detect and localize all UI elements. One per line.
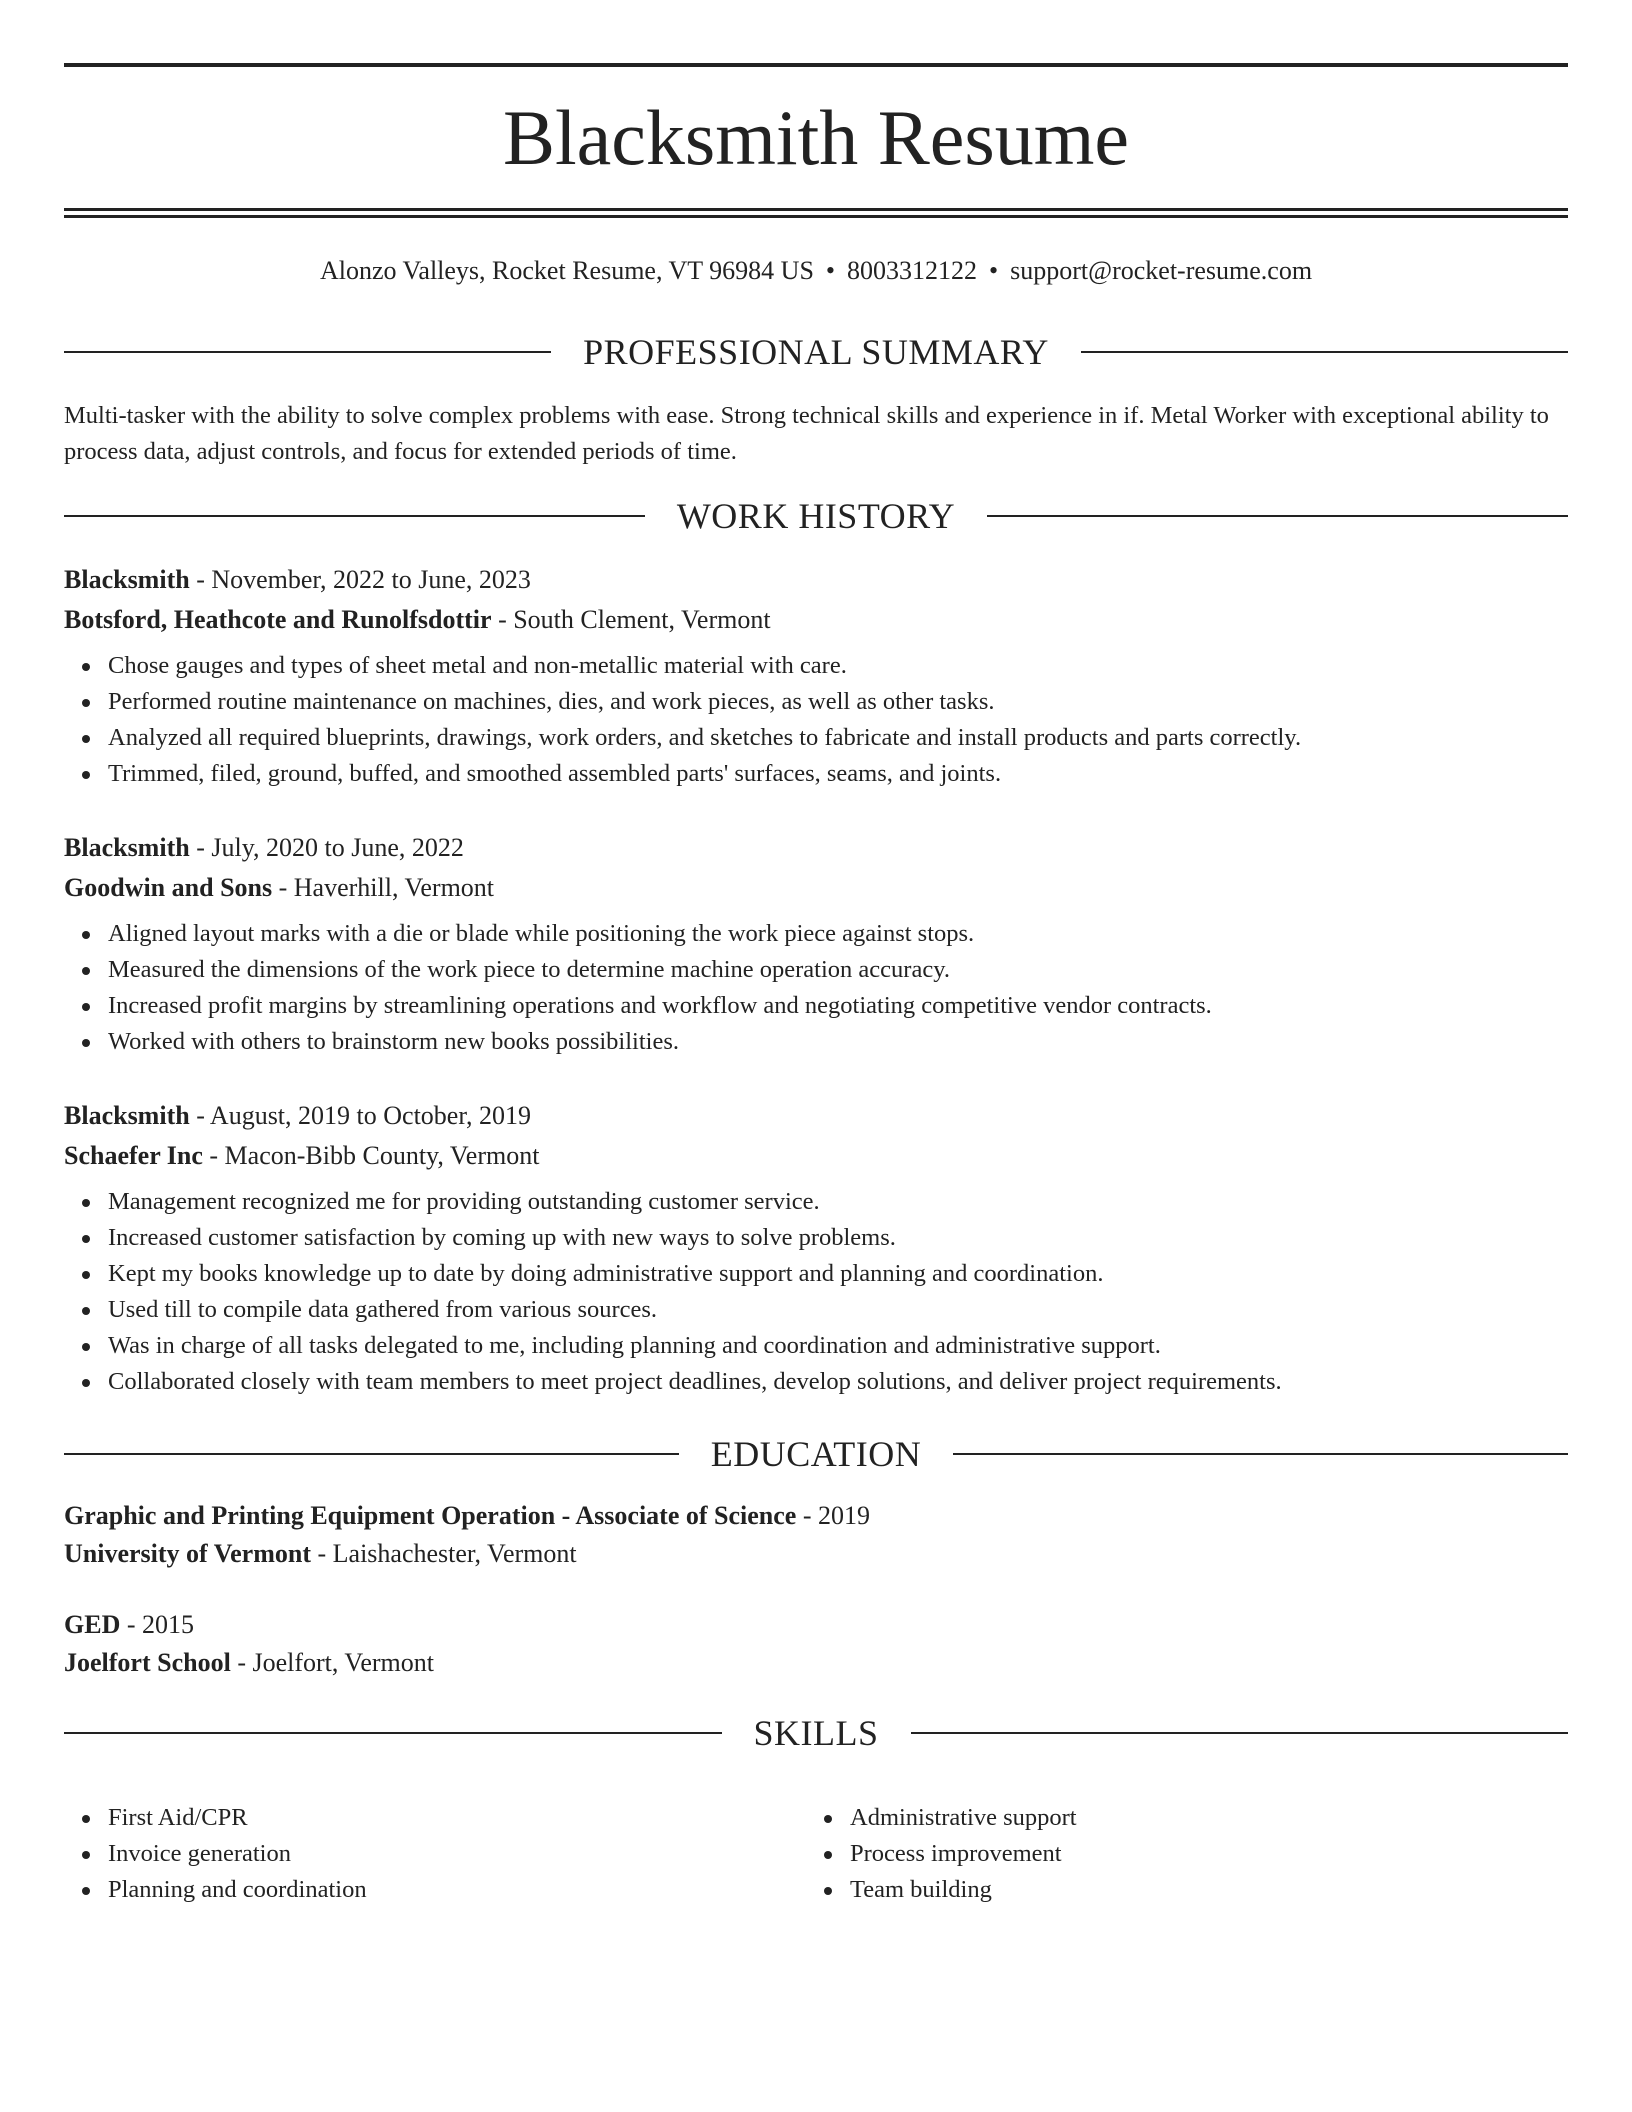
job-bullet: Performed routine maintenance on machines, dies, and work pieces, as well as other tasks. <box>108 684 1568 720</box>
job-title: Blacksmith <box>64 1101 190 1130</box>
job-company-line <box>64 600 1568 640</box>
section-title-education: EDUCATION <box>710 1434 922 1474</box>
job-bullet: Trimmed, filed, ground, buffed, and smoothed assembled parts' surfaces, seams, and joints. <box>108 756 1568 792</box>
job-bullet: Increased customer satisfaction by coming up with new ways to solve problems. <box>108 1220 1568 1256</box>
job-company: Botsford, Heathcote and Runolfsdottir <box>64 605 492 634</box>
job-dates: - July, 2020 to June, 2022 <box>189 833 464 862</box>
education-school: Joelfort School <box>64 1648 231 1677</box>
section-rule-right <box>953 1453 1568 1455</box>
education-degree: GED <box>64 1610 121 1639</box>
education-entry <box>64 1606 1568 1682</box>
job-bullet: Analyzed all required blueprints, drawings, work orders, and sketches to fabricate and install products and parts correctly. <box>108 720 1568 756</box>
section-rule-left <box>64 1732 722 1734</box>
section-rule-right <box>911 1732 1569 1734</box>
job-bullet: Chose gauges and types of sheet metal and non-metallic material with care. <box>108 648 1568 684</box>
job-entry <box>64 828 1568 1060</box>
education-year: - 2015 <box>120 1610 195 1639</box>
job-bullet: Management recognized me for providing outstanding customer service. <box>108 1184 1568 1220</box>
education-location: - Joelfort, Vermont <box>230 1648 434 1677</box>
section-rule-left <box>64 515 645 517</box>
job-bullets <box>64 648 1568 792</box>
skills-column-right <box>806 1800 1550 1908</box>
job-title-line <box>64 1096 1568 1136</box>
section-title-summary: PROFESSIONAL SUMMARY <box>583 332 1049 372</box>
job-bullet: Measured the dimensions of the work piece to determine machine operation accuracy. <box>108 952 1568 988</box>
contact-separator: • <box>825 256 836 285</box>
job-entry <box>64 560 1568 792</box>
job-location: - South Clement, Vermont <box>491 605 771 634</box>
skill-item: Planning and coordination <box>108 1872 808 1908</box>
job-bullets <box>64 1184 1568 1400</box>
section-header-education <box>64 1432 1568 1476</box>
education-degree-line <box>64 1606 1568 1644</box>
section-header-work <box>64 494 1568 538</box>
skill-item: Process improvement <box>850 1836 1550 1872</box>
job-title: Blacksmith <box>64 565 190 594</box>
job-location: - Macon-Bibb County, Vermont <box>202 1141 540 1170</box>
contact-separator: • <box>989 256 999 285</box>
skill-item: Invoice generation <box>108 1836 808 1872</box>
skill-item: Team building <box>850 1872 1550 1908</box>
title-rule-lower <box>64 215 1568 218</box>
job-company-line <box>64 868 1568 908</box>
contact-line <box>64 254 1568 288</box>
section-header-summary <box>64 330 1568 374</box>
job-entry <box>64 1096 1568 1400</box>
section-rule-right <box>1081 351 1568 353</box>
contact-address: Alonzo Valleys, Rocket Resume, VT 96984 US <box>319 256 814 285</box>
job-title-line <box>64 560 1568 600</box>
job-bullet: Used till to compile data gathered from various sources. <box>108 1292 1568 1328</box>
skill-item: Administrative support <box>850 1800 1550 1836</box>
section-title-skills: SKILLS <box>753 1713 879 1753</box>
job-bullet: Worked with others to brainstorm new books possibilities. <box>108 1024 1568 1060</box>
education-school: University of Vermont <box>64 1539 311 1568</box>
resume-title: Blacksmith Resume <box>502 94 1130 181</box>
job-bullet: Aligned layout marks with a die or blade while positioning the work piece against stops. <box>108 916 1568 952</box>
skill-item: First Aid/CPR <box>108 1800 808 1836</box>
job-dates: - November, 2022 to June, 2023 <box>189 565 531 594</box>
job-bullet: Was in charge of all tasks delegated to me, including planning and coordination and administrative support. <box>108 1328 1568 1364</box>
contact-phone: 8003312122 <box>847 256 978 285</box>
education-entry <box>64 1497 1568 1573</box>
education-degree: Graphic and Printing Equipment Operation - Associate of Science <box>64 1501 797 1530</box>
job-bullet: Kept my books knowledge up to date by doing administrative support and planning and coordination. <box>108 1256 1568 1292</box>
education-school-line <box>64 1535 1568 1573</box>
section-header-skills <box>64 1711 1568 1755</box>
summary-text: Multi-tasker with the ability to solve complex problems with ease. Strong technical skills and experience in if. Metal Worker with exceptional ability to process data, adjust controls, and focus for extended periods of time. <box>64 402 1549 465</box>
job-title: Blacksmith <box>64 833 190 862</box>
education-location: - Laishachester, Vermont <box>310 1539 577 1568</box>
job-company: Schaefer Inc <box>64 1141 203 1170</box>
education-year: - 2019 <box>796 1501 871 1530</box>
top-rule <box>64 63 1568 67</box>
job-location: - Haverhill, Vermont <box>272 873 495 902</box>
skills-column-left <box>64 1800 808 1908</box>
section-rule-left <box>64 1453 679 1455</box>
job-company-line <box>64 1136 1568 1176</box>
section-rule-left <box>64 351 551 353</box>
contact-email: support@rocket-resume.com <box>1010 256 1313 285</box>
job-company: Goodwin and Sons <box>64 873 273 902</box>
job-dates: - August, 2019 to October, 2019 <box>189 1101 531 1130</box>
job-title-line <box>64 828 1568 868</box>
job-bullets <box>64 916 1568 1060</box>
education-school-line <box>64 1644 1568 1682</box>
section-title-work: WORK HISTORY <box>676 496 956 536</box>
title-rule-upper <box>64 208 1568 211</box>
education-degree-line <box>64 1497 1568 1535</box>
job-bullet: Collaborated closely with team members to meet project deadlines, develop solutions, and deliver project requirements. <box>108 1364 1568 1400</box>
section-rule-right <box>987 515 1568 517</box>
job-bullet: Increased profit margins by streamlining operations and workflow and negotiating competitive vendor contracts. <box>108 988 1568 1024</box>
